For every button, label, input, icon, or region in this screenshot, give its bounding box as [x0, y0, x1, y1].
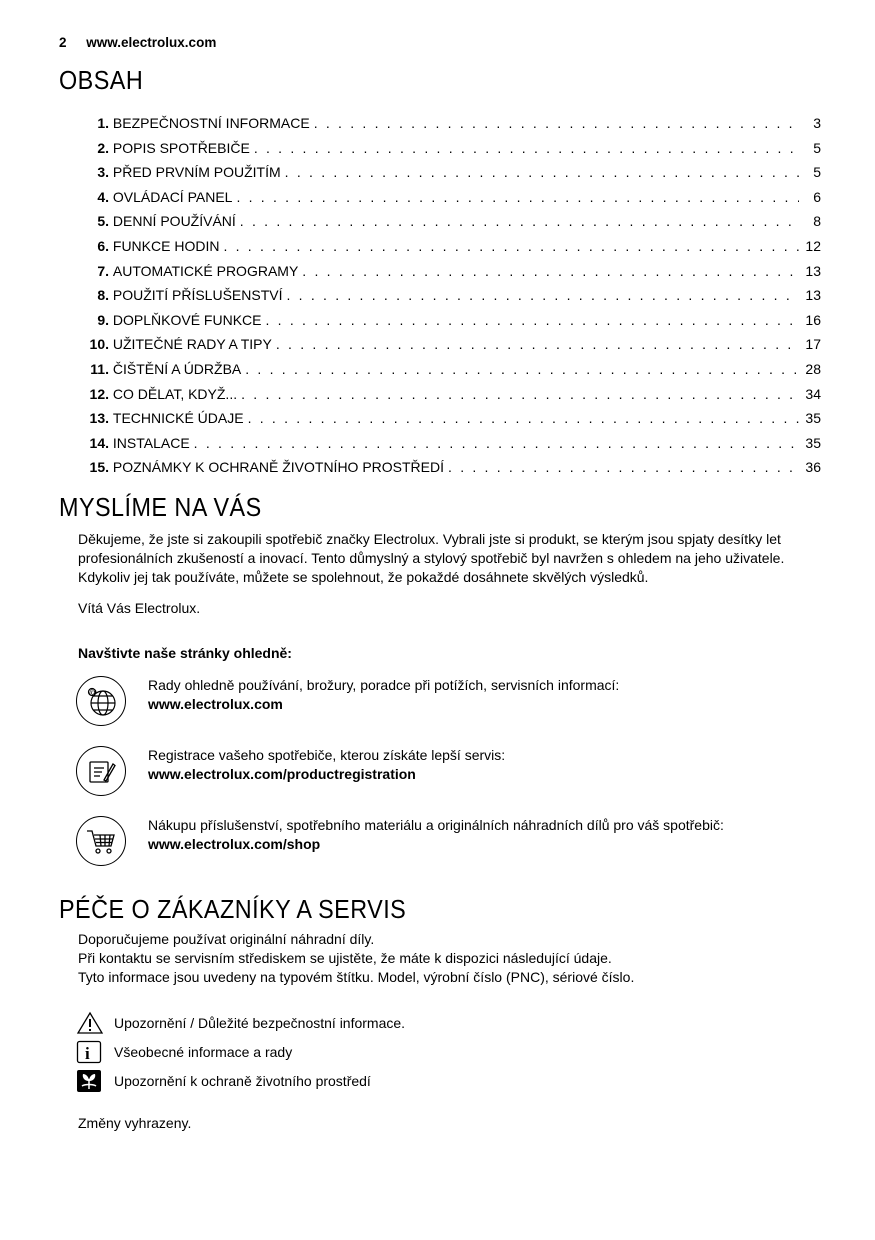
- toc-entry-page: 5: [813, 139, 821, 156]
- toc-entry-page: 8: [813, 213, 821, 230]
- legend-text: Všeobecné informace a rady: [114, 1044, 293, 1060]
- visit-title: Navštivte naše stránky ohledně:: [78, 645, 292, 661]
- toc-entry-number: 11.: [90, 360, 109, 377]
- page-number: 2: [59, 35, 67, 50]
- toc-entry-page: 5: [813, 164, 821, 181]
- toc-entry-title: INSTALACE: [112, 434, 190, 451]
- toc-entry-page: 3: [813, 115, 821, 131]
- globe-icon: [76, 676, 126, 726]
- toc-entry-page: 35: [805, 434, 821, 451]
- info-icon: [76, 1040, 104, 1064]
- toc-entry[interactable]: [78, 164, 821, 189]
- shopping-cart-icon: [76, 816, 126, 866]
- toc-entry-page: 16: [805, 311, 821, 328]
- toc-entry-page: 36: [805, 459, 821, 476]
- toc-entry-title: UŽITEČNÉ RADY A TIPY: [112, 336, 272, 353]
- toc-entry[interactable]: [78, 312, 821, 337]
- toc-entry-title: ČIŠTĚNÍ A ÚDRŽBA: [112, 360, 242, 377]
- svg-text:@: @: [89, 688, 98, 697]
- toc-entry-page: 17: [805, 336, 821, 353]
- registration-icon: [76, 746, 126, 796]
- toc-entry-number: 3.: [97, 164, 109, 181]
- toc-entry-page: 13: [805, 262, 821, 279]
- link-url[interactable]: www.electrolux.com/productregistration: [148, 766, 416, 782]
- legend-warning: [76, 1011, 405, 1035]
- toc-entry-title: BEZPEČNOSTNÍ INFORMACE: [112, 115, 310, 131]
- toc-entry-number: 10.: [89, 336, 109, 353]
- toc-entry[interactable]: [78, 213, 821, 238]
- service-line: Doporučujeme používat originální náhradní díly.: [78, 931, 375, 947]
- legend-text: Upozornění / Důležité bezpečnostní informace.: [114, 1015, 406, 1031]
- service-line: Při kontaktu se servisním střediskem se ujistěte, že máte k dispozici následující údaje.: [78, 950, 612, 966]
- about-paragraph: Děkujeme, že jste si zakoupili spotřebič značky Electrolux. Vybrali jste si produkt, se kterým jsou spjaty desítky let profesionálních zkušeností a inovací. Tento důmyslný a stylový spotřebič byl navržen s ohledem na jeho uživatele. Kdykoliv jej tak používáte, můžete se spolehnout, že pokaždé dosáhnete skvělých výsledků.: [78, 531, 785, 585]
- toc-entry-title: AUTOMATICKÉ PROGRAMY: [112, 262, 299, 279]
- legend-environment: [76, 1069, 371, 1093]
- toc-entry[interactable]: [78, 361, 821, 386]
- toc-entry[interactable]: [78, 238, 821, 263]
- toc-entry-title: DOPLŇKOVÉ FUNKCE: [112, 311, 262, 328]
- toc-entry-number: 7.: [97, 262, 109, 279]
- toc-entry-number: 14.: [89, 434, 109, 451]
- toc-entry-number: 5.: [97, 213, 109, 230]
- toc-entry[interactable]: [78, 140, 821, 165]
- toc-entry-title: POZNÁMKY K OCHRANĚ ŽIVOTNÍHO PROSTŘEDÍ: [112, 459, 445, 476]
- toc-entry-number: 12.: [89, 385, 109, 402]
- toc-entry[interactable]: [78, 435, 821, 460]
- toc-entry-number: 9.: [97, 311, 109, 328]
- service-heading: PÉČE O ZÁKAZNÍKY A SERVIS: [59, 894, 407, 924]
- toc-entry[interactable]: [78, 410, 821, 435]
- toc-entry-title: DENNÍ POUŽÍVÁNÍ: [112, 213, 236, 230]
- toc-entry-page: 6: [813, 188, 821, 205]
- toc-entry[interactable]: [78, 115, 821, 140]
- page-header: [59, 35, 216, 50]
- link-url[interactable]: www.electrolux.com/shop: [148, 836, 321, 852]
- link-description: Registrace vašeho spotřebiče, kterou získáte lepší servis:: [148, 747, 506, 763]
- toc-entry-page: 12: [805, 237, 821, 254]
- toc-entry-title: TECHNICKÉ ÚDAJE: [112, 410, 244, 427]
- toc-entry-number: 13.: [89, 410, 109, 427]
- website-link[interactable]: www.electrolux.com: [86, 35, 217, 50]
- service-line: Tyto informace jsou uvedeny na typovém štítku. Model, výrobní číslo (PNC), sériové číslo.: [78, 969, 635, 985]
- toc-entry-number: 1.: [97, 115, 109, 131]
- toc-entry-title: OVLÁDACÍ PANEL: [112, 188, 233, 205]
- toc-entry-number: 2.: [97, 139, 109, 156]
- service-text: [78, 930, 634, 987]
- welcome-text: Vítá Vás Electrolux.: [78, 600, 201, 616]
- link-description: Rady ohledně používání, brožury, poradce při potížích, servisních informací:: [148, 677, 620, 693]
- table-of-contents: [78, 115, 821, 484]
- svg-text:i: i: [85, 1044, 90, 1063]
- toc-entry[interactable]: [78, 386, 821, 411]
- link-description: Nákupu příslušenství, spotřebního materiálu a originálních náhradních dílů pro váš spotřebič:: [148, 817, 724, 833]
- toc-entry-page: 13: [805, 287, 821, 304]
- about-heading: MYSLÍME NA VÁS: [59, 492, 262, 522]
- toc-entry-number: 15.: [89, 459, 109, 476]
- toc-entry-title: PŘED PRVNÍM POUŽITÍM: [112, 164, 281, 181]
- toc-entry-title: POUŽITÍ PŘÍSLUŠENSTVÍ: [112, 287, 283, 304]
- toc-entry-number: 8.: [97, 287, 109, 304]
- legend-text: Upozornění k ochraně životního prostředí: [114, 1073, 371, 1089]
- warning-icon: [76, 1011, 104, 1035]
- toc-heading: OBSAH: [59, 65, 144, 95]
- changes-note: Změny vyhrazeny.: [78, 1115, 192, 1131]
- legend-info: [76, 1040, 292, 1064]
- toc-entry[interactable]: [78, 263, 821, 288]
- toc-entry-page: 28: [805, 360, 821, 377]
- toc-entry[interactable]: [78, 287, 821, 312]
- toc-entry-title: POPIS SPOTŘEBIČE: [112, 139, 250, 156]
- toc-entry[interactable]: [78, 189, 821, 214]
- toc-entry[interactable]: [78, 336, 821, 361]
- toc-entry-number: 4.: [97, 188, 109, 205]
- toc-entry-page: 35: [805, 410, 821, 427]
- toc-entry-title: CO DĚLAT, KDYŽ...: [112, 385, 238, 402]
- toc-entry-page: 34: [805, 385, 821, 402]
- environment-icon: [76, 1069, 104, 1093]
- toc-entry[interactable]: [78, 459, 821, 484]
- link-url[interactable]: www.electrolux.com: [148, 696, 283, 712]
- toc-entry-number: 6.: [97, 237, 109, 254]
- toc-entry-title: FUNKCE HODIN: [112, 237, 220, 254]
